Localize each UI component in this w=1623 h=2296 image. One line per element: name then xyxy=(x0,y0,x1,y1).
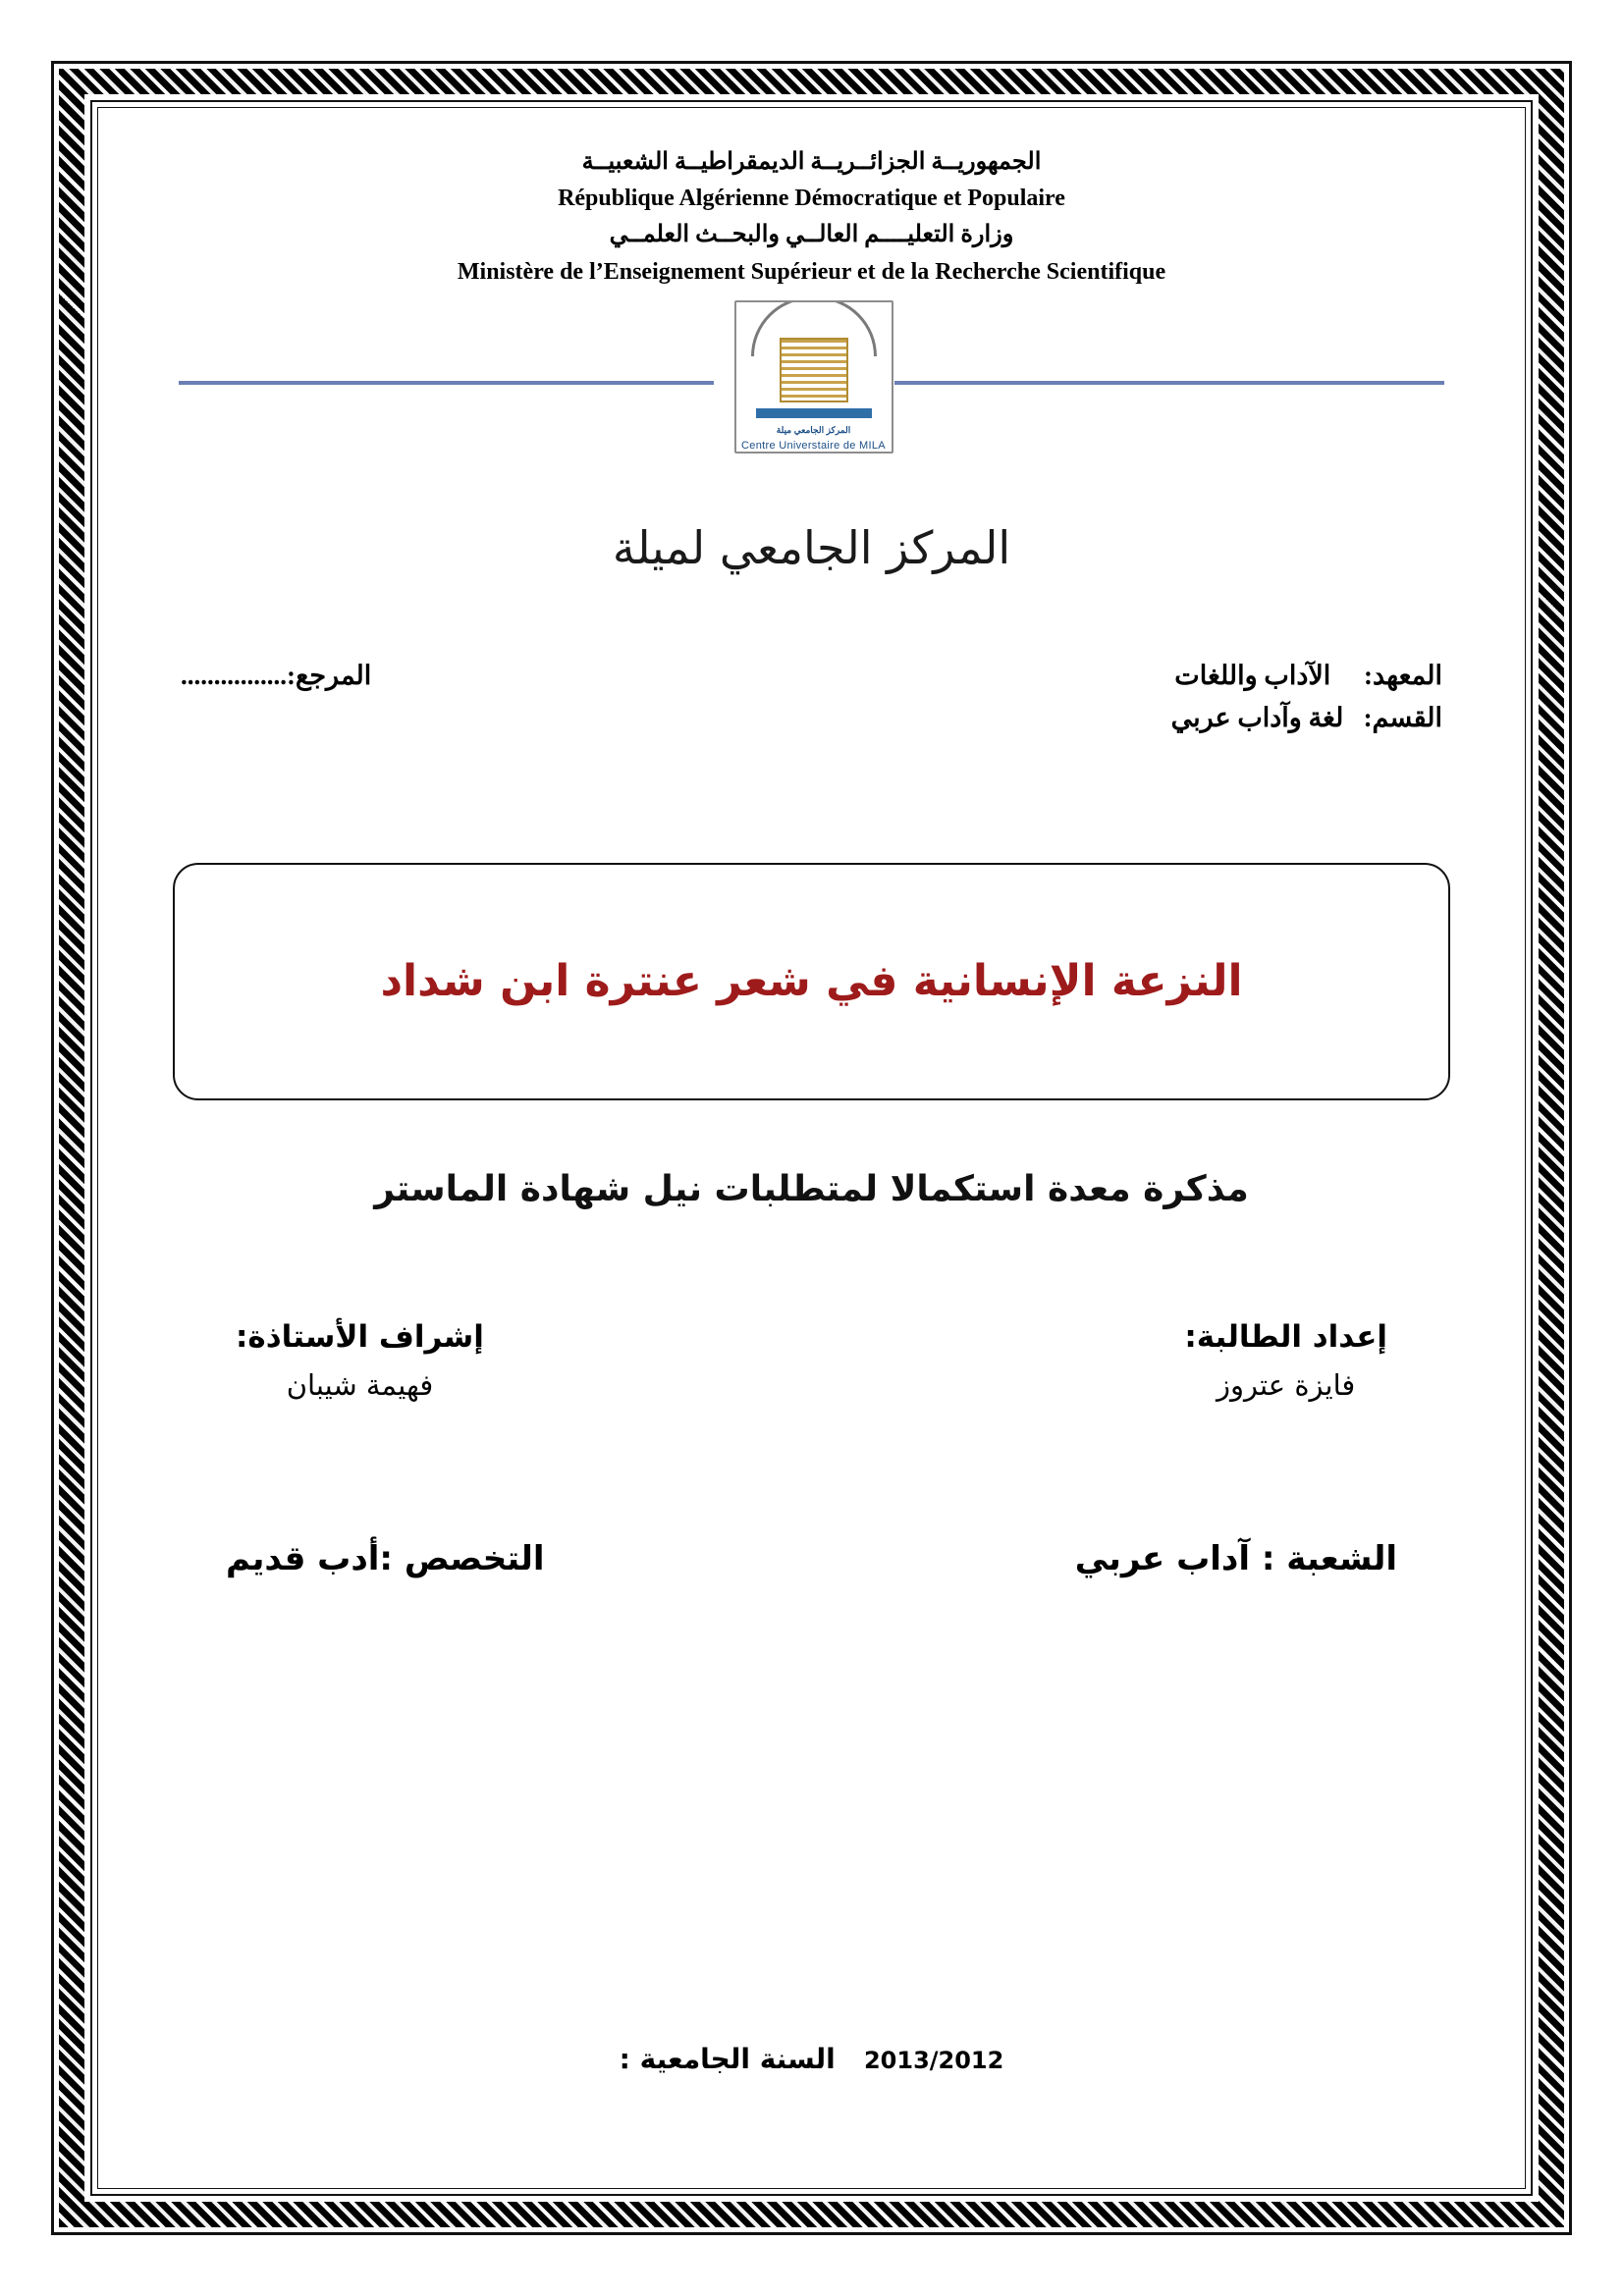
logo-row xyxy=(157,296,1466,468)
academic-year-label: السنة الجامعية : xyxy=(619,2043,836,2075)
specialty-label: التخصص :أدب قديم xyxy=(226,1538,545,1578)
institute-field xyxy=(1174,661,1442,691)
author-role-label: إعداد الطالبة: xyxy=(1184,1318,1387,1355)
reference-field: المرجع:................ xyxy=(181,660,372,690)
thesis-subtitle: مذكرة معدة استكمالا لمتطلبات نيل شهادة الماستر xyxy=(374,1168,1249,1209)
field-label: الشعبة : آداب عربي xyxy=(1074,1538,1397,1578)
ministry-line-fr: Ministère de l’Enseignement Supérieur et de la Recherche Scientifique xyxy=(457,258,1166,285)
logo-sub-text: المركز الجامعي ميلة xyxy=(776,424,851,435)
page-content xyxy=(118,123,1505,2169)
supervisor-role-label: إشراف الأستاذة: xyxy=(236,1318,484,1355)
university-logo-icon xyxy=(719,300,905,467)
institute-info xyxy=(157,661,1466,733)
republic-line-ar: الجمهوريــة الجزائــريــة الديمقراطيــة الشعبيــة xyxy=(581,149,1042,175)
centre-name: المركز الجامعي لميلة xyxy=(612,520,1011,574)
institute-value: الآداب واللغات xyxy=(1174,660,1331,690)
institute-label: المعهد: xyxy=(1364,660,1442,690)
logo-frame xyxy=(734,300,893,454)
department-value: لغة وآداب عربي xyxy=(1170,702,1344,732)
ministry-header xyxy=(157,144,1466,291)
people-block xyxy=(157,1319,1466,1402)
supervisor-block xyxy=(236,1319,484,1402)
divider-right xyxy=(894,381,1444,385)
branch-block xyxy=(157,1539,1466,1578)
thesis-title: النزعة الإنسانية في شعر عنترة ابن شداد xyxy=(380,955,1243,1006)
department-label: القسم: xyxy=(1363,702,1442,732)
ministry-line-ar: وزارة التعليــــم العالــي والبحــث العلمــي xyxy=(609,222,1014,248)
academic-year xyxy=(118,2043,1505,2075)
academic-year-value: 2013/2012 xyxy=(863,2047,1004,2074)
logo-base-bar xyxy=(756,408,872,418)
institute-row xyxy=(157,661,1466,691)
author-block xyxy=(1184,1319,1387,1402)
divider-left xyxy=(179,381,714,385)
author-name: فايزة عتروز xyxy=(1217,1367,1356,1402)
logo-building-shape xyxy=(780,338,848,402)
thesis-title-box xyxy=(173,863,1450,1100)
republic-line-fr: République Algérienne Démocratique et Populaire xyxy=(558,186,1065,212)
logo-caption-text: Centre Universtaire de MILA xyxy=(741,439,886,452)
supervisor-name: فهيمة شيبان xyxy=(286,1367,434,1402)
department-row xyxy=(157,703,1466,733)
